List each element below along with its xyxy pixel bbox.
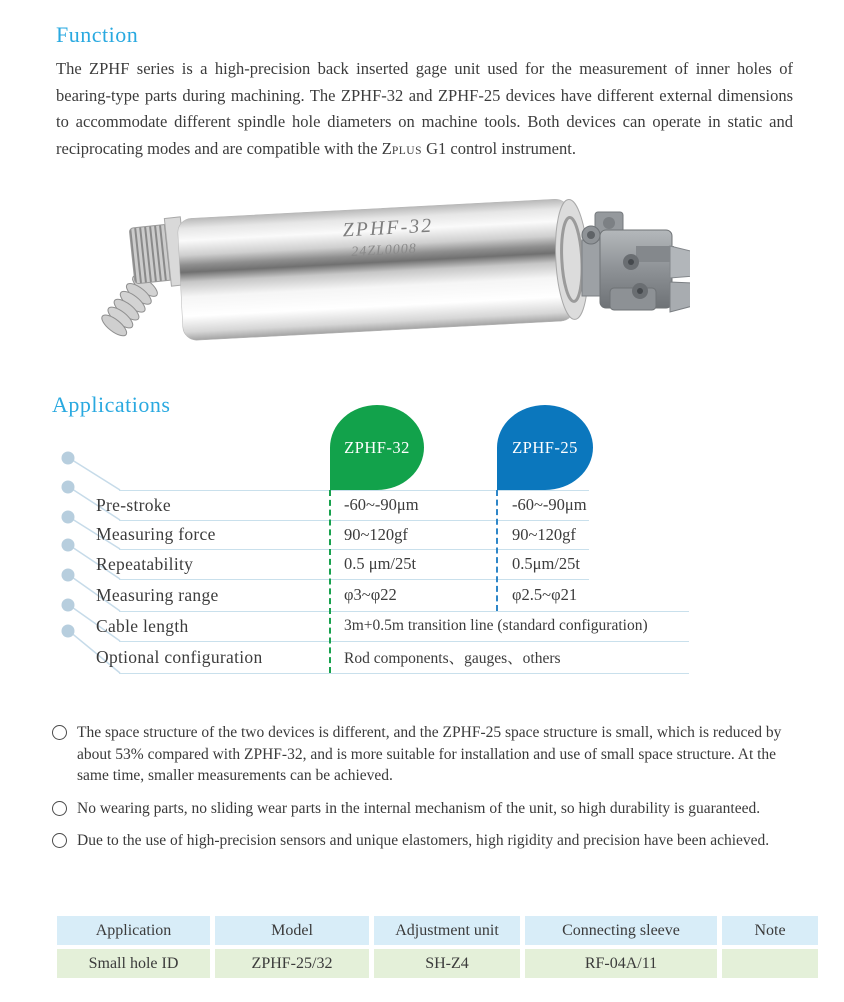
- spec-value-zphf25: 90~120gf: [512, 524, 576, 544]
- header-connecting-sleeve: Connecting sleeve: [525, 916, 717, 945]
- column-separator-zphf32: [329, 490, 331, 673]
- column-badge-zphf25: ZPHF-25: [497, 405, 593, 490]
- cell-model: ZPHF-25/32: [215, 949, 369, 978]
- header-adjustment-unit: Adjustment unit: [374, 916, 520, 945]
- product-serial-engraving: 24ZL0008: [350, 241, 418, 260]
- selection-table-data-row: [57, 949, 818, 978]
- spec-value-zphf32: φ3~φ22: [344, 585, 397, 604]
- spec-row-label: Measuring range: [96, 584, 219, 605]
- circle-bullet-icon: [52, 801, 67, 816]
- note-item: [52, 722, 810, 787]
- zplus-smallcaps: PLUS: [391, 144, 422, 157]
- notes-list: [52, 722, 810, 863]
- product-model-engraving: ZPHF-32: [342, 214, 434, 242]
- spec-row-label: Pre-stroke: [96, 494, 171, 515]
- applications-heading: Applications: [52, 392, 171, 417]
- table-rule: [119, 490, 589, 491]
- header-application: Application: [57, 916, 210, 945]
- selection-table-header-row: [57, 916, 818, 945]
- product-body: [177, 198, 591, 341]
- function-paragraph-tail: G1 control instrument.: [421, 138, 576, 158]
- product-measuring-head: [582, 212, 690, 312]
- cell-application: Small hole ID: [57, 949, 210, 978]
- spec-row-label: Measuring force: [96, 524, 216, 544]
- spec-row-label: Optional configuration: [96, 646, 263, 667]
- cell-connecting-sleeve: RF-04A/11: [525, 949, 717, 978]
- note-text: No wearing parts, no sliding wear parts in the internal mechanism of the unit, so high durability is guaranteed.: [77, 799, 761, 817]
- spec-value-zphf32: -60~-90μm: [344, 495, 419, 514]
- product-photo: [90, 188, 690, 350]
- table-rule: [119, 641, 689, 642]
- table-rule: [119, 549, 589, 550]
- header-model: Model: [215, 916, 369, 945]
- function-paragraph: [56, 56, 793, 164]
- spec-value-zphf32: 0.5 μm/25t: [344, 554, 417, 573]
- header-note: Note: [722, 916, 818, 945]
- function-paragraph-main: The ZPHF series is a high-precision back inserted gage unit used for the measurement of inner holes of bearing-type parts during machining. The ZPHF-32 and ZPHF-25 devices have different external dimensions to accommodate different spindle hole diameters on machine tools. Both devices can operate in static and reciprocating modes and are compatible with the Z: [56, 59, 793, 158]
- note-text: The space structure of the two devices is different, and the ZPHF-25 space structure is small, which is reduced by about 53% compared with ZPHF-32, and is more suitable for installation and use of small space structure. At the same time, smaller measurements can be achieved.: [77, 724, 782, 784]
- circle-bullet-icon: [52, 725, 67, 740]
- cell-adjustment-unit: SH-Z4: [374, 949, 520, 978]
- spec-value-zphf32: 90~120gf: [344, 524, 408, 544]
- spec-value-shared: Rod components、gauges、others: [344, 650, 561, 667]
- table-rule: [119, 611, 689, 612]
- spec-value-zphf25: -60~-90μm: [512, 495, 587, 514]
- row-marker-dots: [62, 452, 75, 638]
- note-text: Due to the use of high-precision sensors and unique elastomers, high rigidity and precision have been achieved.: [77, 832, 770, 849]
- note-item: [52, 798, 810, 820]
- function-heading: Function: [56, 22, 139, 47]
- circle-bullet-icon: [52, 833, 67, 848]
- spec-row-label: Cable length: [96, 615, 189, 636]
- table-rule: [119, 673, 689, 674]
- note-item: [52, 830, 810, 852]
- column-badge-zphf32: ZPHF-32: [330, 405, 424, 490]
- selection-table: [52, 912, 823, 982]
- spec-value-zphf25: φ2.5~φ21: [512, 585, 578, 604]
- table-rule: [119, 579, 589, 580]
- table-rule: [119, 520, 589, 521]
- column-separator-zphf25: [496, 490, 498, 611]
- cell-note: [722, 949, 818, 978]
- spec-row-label: Repeatability: [96, 553, 194, 574]
- spec-value-shared: 3m+0.5m transition line (standard configuration): [344, 617, 648, 634]
- spec-value-zphf25: 0.5μm/25t: [512, 554, 580, 573]
